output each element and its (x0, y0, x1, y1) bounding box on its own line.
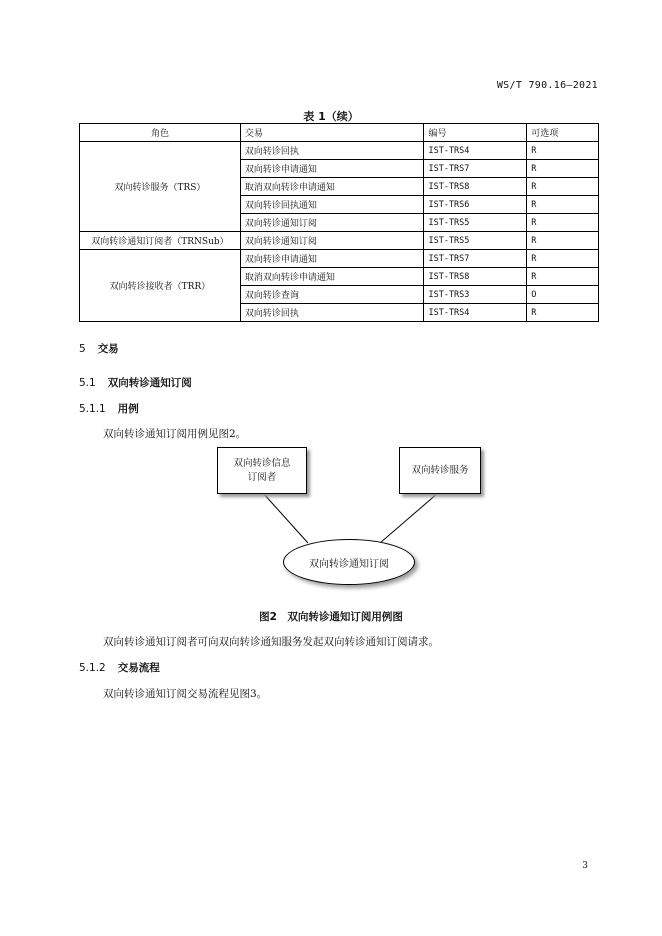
section-number: 5.1.1 (79, 403, 106, 415)
option-cell: R (527, 232, 599, 250)
code-cell: IST-TRS6 (424, 196, 527, 214)
transaction-cell: 双向转诊通知订阅 (240, 214, 424, 232)
actor-service-box (399, 447, 481, 494)
table-header-row (80, 124, 599, 142)
option-cell: R (527, 268, 599, 286)
connector-right (380, 493, 438, 543)
section-5-1-1-heading (79, 401, 139, 416)
code-cell: IST-TRS7 (424, 250, 527, 268)
section-5-1-2-heading (79, 660, 160, 675)
option-cell: R (527, 160, 599, 178)
option-cell: R (527, 196, 599, 214)
transaction-cell: 双向转诊通知订阅 (240, 232, 424, 250)
role-cell: 双向转诊服务（TRS） (80, 142, 241, 232)
use-case-label: 双向转诊通知订阅 (309, 558, 389, 570)
header-code: 编号 (424, 124, 527, 142)
document-code: WS/T 790.16—2021 (496, 80, 598, 91)
table-row (80, 142, 599, 160)
section-5-heading (79, 341, 119, 356)
section-title: 用例 (117, 403, 139, 415)
code-cell: IST-TRS4 (424, 304, 527, 322)
option-cell: R (527, 142, 599, 160)
header-role: 角色 (80, 124, 241, 142)
section-title: 双向转诊通知订阅 (107, 377, 192, 389)
code-cell: IST-TRS8 (424, 268, 527, 286)
page-number: 3 (582, 861, 588, 871)
actor-subscriber-box (217, 447, 307, 494)
role-cell: 双向转诊接收者（TRR） (80, 250, 241, 322)
code-cell: IST-TRS5 (424, 214, 527, 232)
option-cell: O (527, 286, 599, 304)
section-5-1-heading (79, 375, 192, 390)
table-row (80, 250, 599, 268)
actor-service-label: 双向转诊服务 (411, 464, 469, 476)
section-title: 交易 (97, 343, 119, 355)
figure-description: 双向转诊通知订阅者可向双向转诊通知服务发起双向转诊通知订阅请求。 (103, 636, 439, 648)
code-cell: IST-TRS8 (424, 178, 527, 196)
table-row (80, 232, 599, 250)
transaction-cell: 双向转诊回执通知 (240, 196, 424, 214)
transaction-cell: 取消双向转诊申请通知 (240, 268, 424, 286)
option-cell: R (527, 304, 599, 322)
transaction-cell: 双向转诊回执 (240, 304, 424, 322)
role-cell: 双向转诊通知订阅者（TRNSub） (80, 232, 241, 250)
actor-subscriber-line2: 订阅者 (247, 471, 277, 483)
transaction-cell: 双向转诊查询 (240, 286, 424, 304)
paragraph-5-1-2: 双向转诊通知订阅交易流程见图3。 (103, 688, 268, 700)
code-cell: IST-TRS3 (424, 286, 527, 304)
code-cell: IST-TRS5 (424, 232, 527, 250)
actor-subscriber-line1: 双向转诊信息 (233, 457, 291, 469)
code-cell: IST-TRS4 (424, 142, 527, 160)
figure-caption: 图2 双向转诊通知订阅用例图 (259, 611, 403, 623)
section-title: 交易流程 (117, 662, 160, 674)
transaction-cell: 双向转诊申请通知 (240, 250, 424, 268)
table-caption: 表 1（续） (303, 110, 359, 123)
connector-left (263, 493, 308, 543)
roles-table (79, 123, 599, 322)
header-option: 可选项 (527, 124, 599, 142)
section-number: 5 (79, 343, 86, 355)
header-transaction: 交易 (240, 124, 424, 142)
paragraph-5-1-1: 双向转诊通知订阅用例见图2。 (103, 428, 247, 440)
transaction-cell: 双向转诊回执 (240, 142, 424, 160)
option-cell: R (527, 250, 599, 268)
section-number: 5.1.2 (79, 662, 106, 674)
option-cell: R (527, 214, 599, 232)
transaction-cell: 取消双向转诊申请通知 (240, 178, 424, 196)
code-cell: IST-TRS7 (424, 160, 527, 178)
transaction-cell: 双向转诊申请通知 (240, 160, 424, 178)
option-cell: R (527, 178, 599, 196)
section-number: 5.1 (79, 377, 96, 389)
use-case-ellipse (283, 539, 415, 585)
